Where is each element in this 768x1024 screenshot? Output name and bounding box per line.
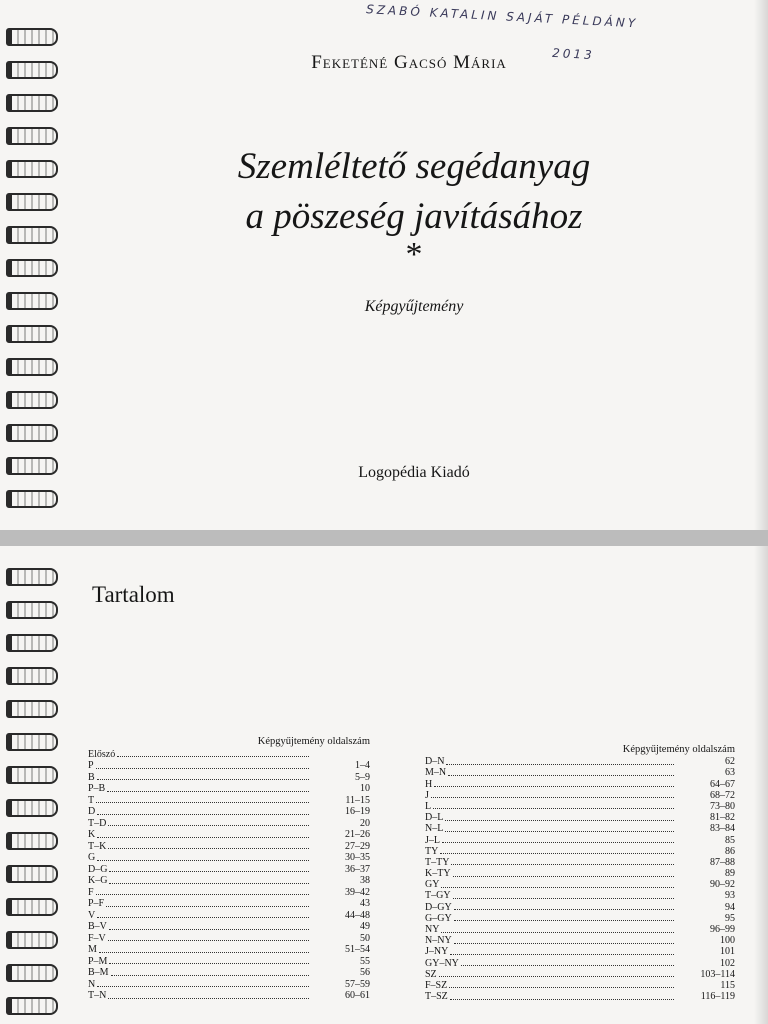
- toc-entry-label: N–L: [425, 823, 444, 835]
- toc-entry-label: B–V: [88, 921, 107, 932]
- book-title-line1: Szemléltető segédanyag: [237, 146, 591, 187]
- toc-row: [425, 779, 735, 790]
- publisher-name: Logopédia Kiadó: [358, 464, 470, 481]
- toc-row: [88, 864, 370, 876]
- toc-dot-leader: [97, 837, 309, 838]
- toc-entry-label: B–M: [88, 967, 109, 978]
- binding-ring: [6, 667, 58, 685]
- toc-row: [88, 806, 370, 818]
- toc-row: [88, 898, 370, 910]
- toc-entry-label: NY: [425, 924, 440, 935]
- toc-entry-label: K–G: [88, 875, 108, 886]
- toc-entry-pages: 43: [360, 898, 370, 909]
- toc-dot-leader: [109, 871, 309, 872]
- toc-row: [88, 829, 370, 841]
- toc-entry-pages: 5–9: [355, 771, 370, 783]
- toc-row: [425, 835, 735, 846]
- toc-entry-label: G: [88, 852, 96, 863]
- toc-row: [88, 910, 370, 922]
- toc-entry-label: G–GY: [425, 912, 452, 924]
- toc-row: [425, 958, 735, 969]
- toc-dot-leader: [97, 986, 309, 987]
- toc-dot-leader: [117, 756, 309, 757]
- toc-row: [88, 967, 370, 979]
- toc-entry-pages: 116–119: [700, 991, 735, 1003]
- binding-ring: [6, 865, 58, 883]
- toc-entry-label: N–NY: [425, 935, 452, 947]
- page-gap: [0, 530, 768, 546]
- toc-dot-leader: [108, 848, 309, 849]
- handwritten-note-year: 2013: [551, 45, 596, 63]
- toc-row: [88, 933, 370, 945]
- toc-entry-pages: 102: [720, 957, 735, 969]
- toc-dot-leader: [96, 802, 309, 803]
- toc-entry-label: GY: [425, 879, 440, 891]
- toc-row: [88, 875, 370, 887]
- toc-row: [425, 969, 735, 980]
- binding-ring: [6, 601, 58, 619]
- binding-ring: [6, 325, 58, 343]
- toc-dot-leader: [109, 963, 309, 964]
- toc-dot-leader: [454, 920, 674, 921]
- toc-row: [88, 944, 370, 956]
- spiral-binding: [0, 546, 66, 1024]
- toc-column-header: Képgyűjtemény oldalszám: [257, 736, 370, 747]
- toc-dot-leader: [454, 943, 674, 944]
- toc-dot-leader: [453, 898, 674, 899]
- toc-row: [425, 980, 735, 991]
- toc-dot-leader: [433, 808, 674, 809]
- toc-dot-leader: [109, 883, 309, 884]
- toc-column-header: Képgyűjtemény oldalszám: [622, 744, 735, 755]
- toc-dot-leader: [96, 894, 309, 895]
- toc-row: [425, 757, 735, 768]
- toc-entry-label: D–N: [425, 756, 445, 768]
- author-name: Feketéné Gacsó Mária: [311, 52, 507, 73]
- toc-dot-leader: [441, 932, 674, 933]
- toc-dot-leader: [97, 779, 309, 780]
- toc-entry-pages: 57–59: [345, 978, 370, 990]
- toc-entry-pages: 83–84: [710, 823, 735, 835]
- toc-dot-leader: [97, 917, 309, 918]
- binding-ring: [6, 898, 58, 916]
- page-edge-shadow: [754, 546, 768, 1024]
- toc-entry-pages: 73–80: [710, 800, 735, 812]
- binding-ring: [6, 424, 58, 442]
- toc-row: [425, 768, 735, 779]
- asterisk-ornament: *: [405, 236, 423, 273]
- toc-dot-leader: [450, 999, 674, 1000]
- toc-row: [425, 936, 735, 947]
- toc-row: [425, 924, 735, 935]
- toc-entry-pages: 86: [725, 845, 735, 857]
- toc-entry-pages: 20: [360, 817, 370, 829]
- toc-row: [425, 947, 735, 958]
- toc-entry-label: F–SZ: [425, 979, 448, 991]
- book-title: [0, 142, 768, 242]
- toc-row: [88, 749, 370, 761]
- toc-row: [88, 818, 370, 830]
- toc-entry-label: K–TY: [425, 868, 451, 880]
- binding-ring: [6, 733, 58, 751]
- toc-entry-label: F: [88, 886, 94, 898]
- toc-dot-leader: [454, 909, 674, 910]
- toc-dot-leader: [96, 768, 309, 769]
- toc-dot-leader: [99, 952, 309, 953]
- toc-entry-pages: 1–4: [355, 760, 370, 771]
- toc-entry-pages: 87–88: [710, 856, 735, 868]
- toc-entry-pages: 89: [725, 868, 735, 880]
- toc-entry-pages: 94: [725, 901, 735, 913]
- toc-entry-label: K: [88, 829, 96, 840]
- toc-entry-pages: 10: [360, 783, 370, 794]
- toc-dot-leader: [449, 987, 674, 988]
- toc-entry-label: T–GY: [425, 890, 451, 902]
- toc-entry-label: N: [88, 978, 96, 990]
- binding-ring: [6, 391, 58, 409]
- toc-row: [88, 887, 370, 899]
- toc-dot-leader: [439, 976, 674, 977]
- handwritten-note-line1: SZABÓ KATALIN SAJÁT PÉLDÁNY: [365, 2, 639, 31]
- binding-ring: [6, 832, 58, 850]
- toc-dot-leader: [106, 906, 309, 907]
- toc-left-column: [88, 736, 370, 1002]
- toc-entry-pages: 81–82: [710, 812, 735, 824]
- toc-dot-leader: [97, 860, 309, 861]
- toc-row: [88, 841, 370, 853]
- toc-entry-label: B: [88, 771, 95, 783]
- toc-entry-pages: 39–42: [345, 886, 370, 898]
- toc-entry-label: J–L: [425, 834, 440, 846]
- toc-dot-leader: [107, 791, 309, 792]
- toc-entry-pages: 63: [725, 767, 735, 779]
- binding-ring: [6, 568, 58, 586]
- toc-entry-label: J: [425, 789, 429, 801]
- toc-entry-label: F–V: [88, 932, 106, 944]
- toc-entry-label: D–G: [88, 863, 108, 875]
- toc-entry-label: T: [88, 794, 95, 806]
- toc-entry-label: V: [88, 909, 96, 921]
- toc-dot-leader: [97, 814, 309, 815]
- toc-entry-label: TY: [425, 845, 439, 857]
- toc-entry-label: SZ: [425, 968, 437, 980]
- toc-row: [425, 790, 735, 801]
- binding-ring: [6, 634, 58, 652]
- toc-entry-label: L: [425, 800, 432, 812]
- toc-dot-leader: [109, 929, 309, 930]
- toc-row: [425, 880, 735, 891]
- toc-dot-leader: [431, 797, 674, 798]
- toc-entry-pages: 96–99: [710, 924, 735, 935]
- toc-entry-label: Előszó: [88, 748, 116, 760]
- toc-row: [425, 902, 735, 913]
- toc-entry-pages: 68–72: [710, 789, 735, 801]
- toc-dot-leader: [108, 825, 309, 826]
- binding-ring: [6, 766, 58, 784]
- toc-entry-pages: 62: [725, 756, 735, 768]
- toc-entry-pages: 56: [360, 967, 370, 978]
- toc-entry-pages: 16–19: [345, 806, 370, 817]
- toc-entry-pages: 36–37: [345, 863, 370, 875]
- toc-entry-label: T–K: [88, 840, 107, 852]
- toc-dot-leader: [442, 842, 674, 843]
- binding-ring: [6, 358, 58, 376]
- binding-ring: [6, 700, 58, 718]
- toc-entry-label: T–SZ: [425, 991, 448, 1003]
- handwritten-note: [365, 2, 666, 63]
- toc-dot-leader: [445, 831, 674, 832]
- toc-entry-label: M: [88, 944, 97, 955]
- toc-entry-pages: 51–54: [345, 944, 370, 955]
- binding-ring: [6, 28, 58, 46]
- toc-row: [88, 921, 370, 933]
- toc-row: [425, 857, 735, 868]
- toc-entry-pages: 93: [725, 890, 735, 902]
- toc-entry-pages: 50: [360, 932, 370, 944]
- binding-ring: [6, 964, 58, 982]
- toc-entry-pages: 21–26: [345, 829, 370, 840]
- toc-entry-label: P–F: [88, 898, 105, 909]
- toc-entry-label: D–L: [425, 812, 444, 824]
- toc-dot-leader: [451, 864, 674, 865]
- toc-row: [425, 812, 735, 823]
- book-title-line2: a pöszeség javításához: [245, 196, 583, 237]
- toc-entry-pages: 30–35: [345, 852, 370, 863]
- toc-entry-pages: 85: [725, 834, 735, 846]
- book-subtitle: Képgyűjtemény: [364, 298, 464, 315]
- toc-entry-label: P: [88, 760, 94, 771]
- toc-row: [425, 891, 735, 902]
- toc-entry-pages: 44–48: [345, 909, 370, 921]
- toc-entry-pages: 64–67: [710, 778, 735, 790]
- toc-entry-pages: 55: [360, 955, 370, 967]
- toc-entry-pages: 100: [720, 935, 735, 947]
- toc-entry-pages: 38: [360, 875, 370, 886]
- toc-entry-label: D–GY: [425, 901, 452, 913]
- toc-row: [88, 795, 370, 807]
- toc-entry-label: GY–NY: [425, 957, 459, 969]
- toc-row: [88, 772, 370, 784]
- toc-row: [425, 846, 735, 857]
- binding-ring: [6, 931, 58, 949]
- toc-entry-label: J–NY: [425, 946, 449, 958]
- contents-page: [0, 546, 768, 1024]
- binding-ring: [6, 799, 58, 817]
- toc-dot-leader: [434, 786, 674, 787]
- toc-dot-leader: [446, 764, 674, 765]
- toc-dot-leader: [440, 853, 674, 854]
- toc-dot-leader: [461, 965, 674, 966]
- toc-dot-leader: [453, 876, 674, 877]
- toc-entry-pages: 90–92: [710, 879, 735, 891]
- toc-entry-pages: 103–114: [700, 968, 735, 980]
- binding-ring: [6, 997, 58, 1015]
- toc-row: [88, 990, 370, 1002]
- toc-entry-label: H: [425, 778, 433, 790]
- toc-entry-pages: 101: [720, 946, 735, 958]
- toc-dot-leader: [448, 775, 674, 776]
- toc-entry-label: P–M: [88, 955, 108, 967]
- toc-row: [88, 783, 370, 795]
- toc-entry-pages: 27–29: [345, 840, 370, 852]
- toc-dot-leader: [111, 975, 309, 976]
- toc-entry-label: T–N: [88, 990, 107, 1001]
- toc-row: [425, 801, 735, 812]
- toc-entry-label: M–N: [425, 767, 447, 779]
- toc-entry-pages: 49: [360, 921, 370, 932]
- toc-row: [425, 868, 735, 879]
- toc-entry-label: T–TY: [425, 856, 450, 868]
- toc-row: [88, 852, 370, 864]
- toc-entry-label: D: [88, 806, 96, 817]
- toc-row: [425, 913, 735, 924]
- toc-dot-leader: [441, 887, 674, 888]
- toc-row: [88, 979, 370, 991]
- toc-dot-leader: [450, 954, 674, 955]
- toc-row: [425, 991, 735, 1002]
- toc-entry-pages: 11–15: [345, 794, 370, 806]
- toc-entry-label: P–B: [88, 783, 106, 794]
- toc-dot-leader: [108, 940, 309, 941]
- toc-row: [88, 760, 370, 772]
- toc-entry-pages: 95: [725, 912, 735, 924]
- toc-row: [425, 824, 735, 835]
- toc-entry-pages: 115: [720, 979, 735, 991]
- toc-dot-leader: [108, 998, 309, 999]
- toc-dot-leader: [445, 820, 674, 821]
- binding-ring: [6, 94, 58, 112]
- toc-heading: Tartalom: [92, 582, 175, 607]
- toc-row: [88, 956, 370, 968]
- binding-ring: [6, 490, 58, 508]
- toc-right-column: [425, 744, 735, 1003]
- toc-entry-label: T–D: [88, 817, 107, 829]
- toc-entry-pages: 60–61: [345, 990, 370, 1001]
